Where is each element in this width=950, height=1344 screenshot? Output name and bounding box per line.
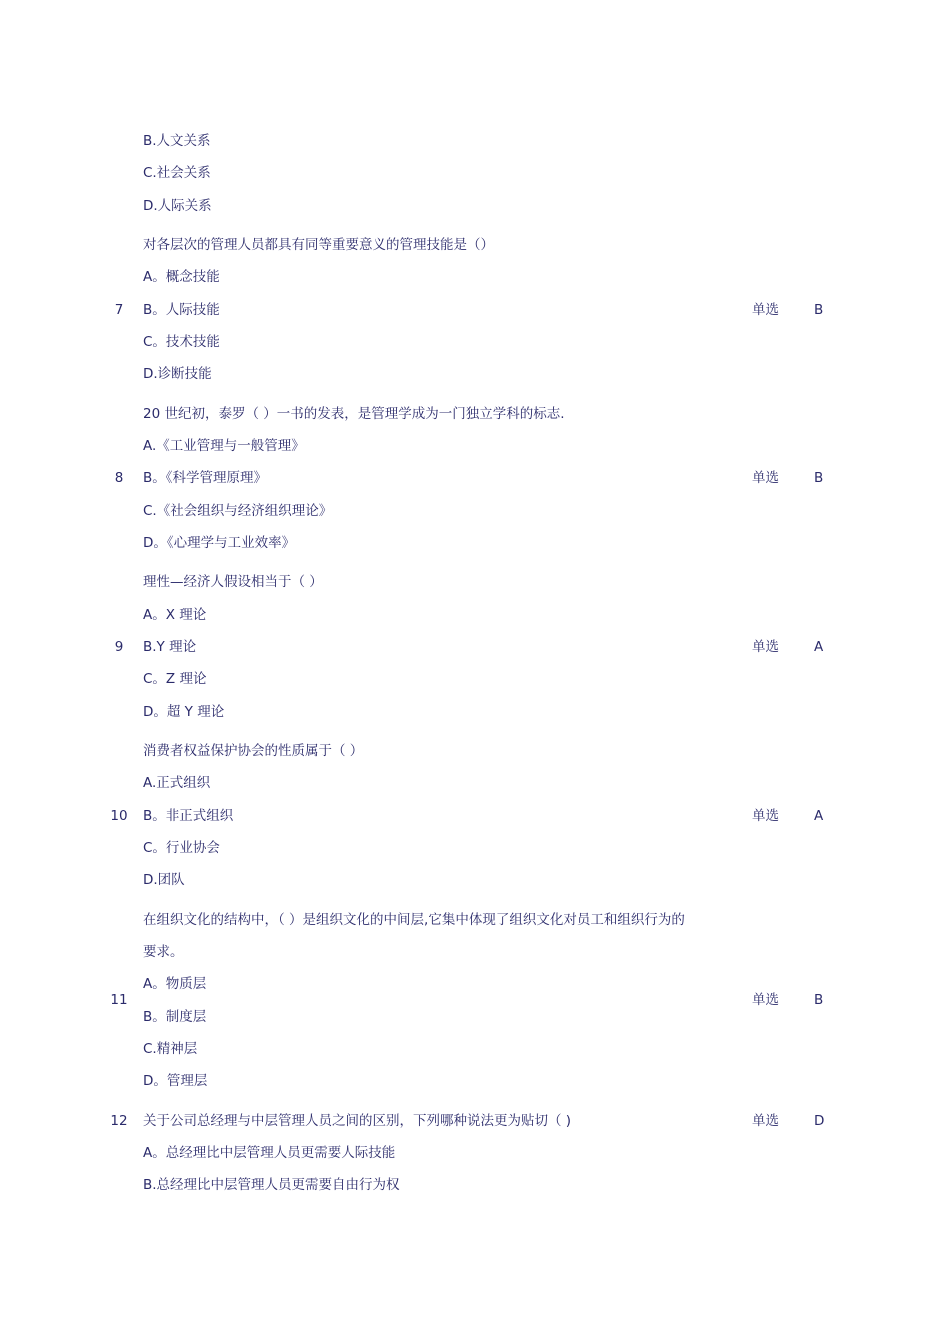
option-line: A。总经理比中层管理人员更需要人际技能 (143, 1145, 396, 1161)
option-line: A.正式组织 (143, 775, 211, 791)
question-text: 要求。 (143, 944, 184, 960)
question-text: 20 世纪初，泰罗（ ）一书的发表，是管理学成为一门独立学科的标志. (143, 406, 565, 422)
question-text: 关于公司总经理与中层管理人员之间的区别，下列哪种说法更为贴切（ ) (143, 1113, 572, 1129)
option-line: B。制度层 (143, 1009, 207, 1025)
question-number: 9 (114, 639, 124, 655)
option-line: A。物质层 (143, 976, 207, 992)
question-text: 在组织文化的结构中，（ ）是组织文化的中间层,它集中体现了组织文化对员工和组织行为的 (143, 912, 685, 928)
option-line: C。Z 理论 (143, 671, 207, 687)
answer: B (814, 470, 824, 486)
option-line: D。《心理学与工业效率》 (143, 535, 296, 551)
answer: A (814, 639, 824, 655)
option-line: B。人际技能 (143, 302, 220, 318)
question-number: 12 (110, 1113, 128, 1129)
question-type: 单选 (752, 470, 779, 486)
option-line: A。概念技能 (143, 269, 220, 285)
question-number: 11 (110, 992, 128, 1008)
answer: A (814, 808, 824, 824)
option-line: A。X 理论 (143, 607, 207, 623)
question-type: 单选 (752, 992, 779, 1008)
question-text: 对各层次的管理人员都具有同等重要意义的管理技能是（） (143, 237, 494, 253)
option-line: C.社会关系 (143, 165, 211, 181)
option-line: D。超 Y 理论 (143, 704, 225, 720)
question-number: 10 (110, 808, 128, 824)
question-number: 7 (114, 302, 124, 318)
option-line: D。管理层 (143, 1073, 208, 1089)
option-line: C。行业协会 (143, 840, 220, 856)
answer: B (814, 992, 824, 1008)
option-line: B。《科学管理原理》 (143, 470, 268, 486)
option-line: B.Y 理论 (143, 639, 197, 655)
question-text: 理性—经济人假设相当于（ ） (143, 574, 323, 590)
question-type: 单选 (752, 639, 779, 655)
option-line: C.精神层 (143, 1041, 198, 1057)
option-line: C。技术技能 (143, 334, 220, 350)
option-line: B.总经理比中层管理人员更需要自由行为权 (143, 1177, 400, 1193)
option-line: B.人文关系 (143, 133, 211, 149)
question-text: 消费者权益保护协会的性质属于（ ） (143, 743, 364, 759)
option-line: C.《社会组织与经济组织理论》 (143, 503, 333, 519)
question-type: 单选 (752, 302, 779, 318)
answer: D (814, 1113, 825, 1129)
question-number: 8 (114, 470, 124, 486)
question-type: 单选 (752, 1113, 779, 1129)
option-line: B。非正式组织 (143, 808, 234, 824)
option-line: A.《工业管理与一般管理》 (143, 438, 305, 454)
answer: B (814, 302, 824, 318)
option-line: D.人际关系 (143, 198, 212, 214)
option-line: D.团队 (143, 872, 185, 888)
option-line: D.诊断技能 (143, 366, 212, 382)
question-type: 单选 (752, 808, 779, 824)
